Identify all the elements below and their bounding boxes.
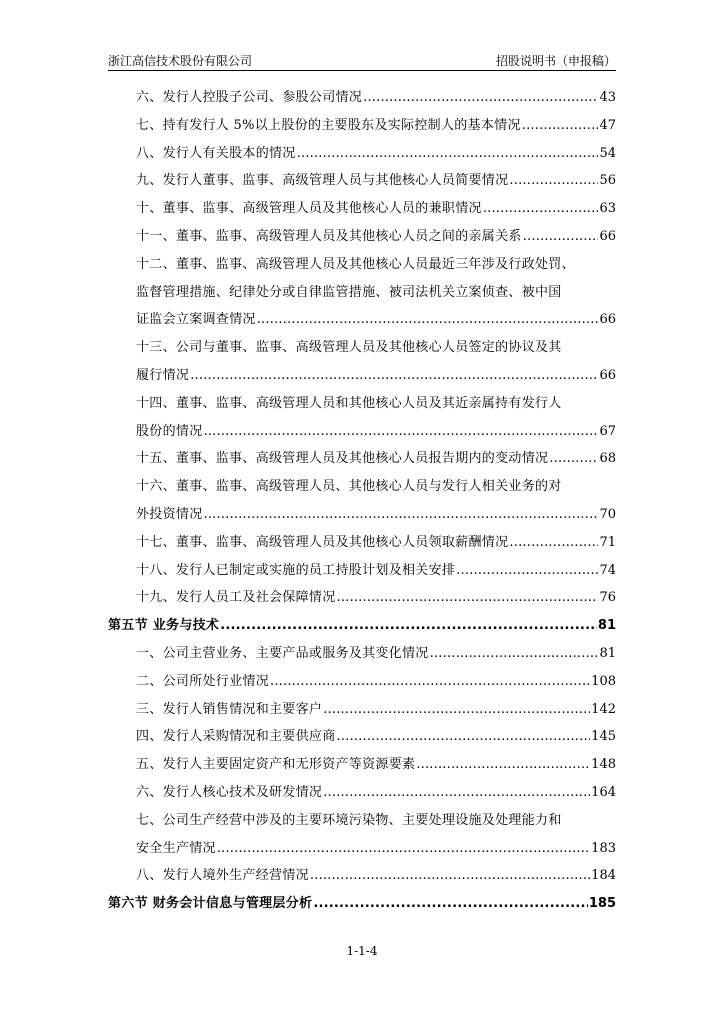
toc-entry-text: 十八、发行人已制定或实施的员工持股计划及相关安排 [136, 562, 456, 578]
dot-leader [270, 668, 590, 696]
toc-entry-text: 五、发行人主要固定资产和无形资产等资源要素 [136, 757, 416, 773]
dot-leader [337, 723, 591, 751]
dot-leader [509, 529, 598, 557]
dot-leader [190, 362, 598, 390]
toc-page-number: 184 [591, 868, 616, 884]
toc-entry[interactable] [108, 306, 616, 334]
toc-page-number: 145 [591, 729, 616, 745]
toc-entry[interactable] [108, 584, 616, 612]
toc-entry-text: 十四、董事、监事、高级管理人员和其他核心人员及其近亲属持有发行人 [136, 395, 562, 411]
dot-leader [310, 862, 590, 890]
toc-entry-text: 七、公司生产经营中涉及的主要环境污染物、主要处理设施及处理能力和 [136, 812, 562, 828]
dot-leader [549, 445, 598, 473]
dot-leader [204, 501, 599, 529]
toc-section-heading[interactable] [108, 612, 616, 640]
toc-entry-text: 股份的情况 [136, 423, 203, 439]
toc-page-number: 67 [599, 423, 616, 439]
dot-leader [323, 779, 590, 807]
toc-entry-wrapped-line [108, 390, 616, 418]
toc-entry[interactable] [108, 835, 616, 863]
document-type: 招股说明书（申报稿） [495, 54, 616, 68]
toc-entry-wrapped-line [108, 334, 616, 362]
toc-entry[interactable] [108, 529, 616, 557]
toc-entry-wrapped-line [108, 251, 616, 279]
toc-entry-text: 二、公司所处行业情况 [136, 673, 270, 689]
toc-entry-text: 六、发行人核心技术及研发情况 [136, 784, 323, 800]
toc-entry[interactable] [108, 751, 616, 779]
toc-page-number: 142 [591, 701, 616, 717]
header-rule [108, 70, 616, 71]
table-of-contents [108, 84, 616, 918]
toc-entry-wrapped-line [108, 279, 616, 307]
toc-entry[interactable] [108, 696, 616, 724]
toc-page-number: 63 [599, 201, 616, 217]
toc-entry[interactable] [108, 167, 616, 195]
toc-page-number: 56 [599, 173, 616, 189]
toc-page-number: 108 [591, 673, 616, 689]
toc-entry-text: 六、发行人控股子公司、参股公司情况 [136, 90, 363, 105]
toc-entry-text: 十二、董事、监事、高级管理人员及其他核心人员最近三年涉及行政处罚、 [136, 256, 575, 272]
toc-entry[interactable] [108, 779, 616, 807]
toc-entry[interactable] [108, 84, 616, 112]
toc-entry-text: 四、发行人采购情况和主要供应商 [136, 729, 336, 745]
toc-entry[interactable] [108, 501, 616, 529]
dot-leader [313, 890, 588, 918]
toc-page-number: 71 [599, 534, 616, 550]
toc-entry[interactable] [108, 362, 616, 390]
dot-leader [509, 167, 598, 195]
dot-leader [257, 306, 599, 334]
toc-entry[interactable] [108, 862, 616, 890]
toc-page-number: 66 [599, 312, 616, 328]
toc-entry-text: 十三、公司与董事、监事、高级管理人员及其他核心人员签定的协议及其 [136, 340, 562, 356]
toc-entry[interactable] [108, 640, 616, 668]
toc-page-number: 68 [599, 451, 616, 467]
toc-page-number: 81 [599, 645, 616, 661]
toc-page-number: 76 [599, 590, 616, 606]
toc-entry-wrapped-line [108, 473, 616, 501]
dot-leader [220, 612, 597, 640]
toc-entry-text: 八、发行人境外生产经营情况 [136, 868, 309, 884]
toc-page-number: 47 [599, 117, 616, 133]
toc-entry-text: 安全生产情况 [136, 840, 216, 856]
toc-entry-text: 十一、董事、监事、高级管理人员及其他核心人员之间的亲属关系 [136, 228, 522, 244]
toc-page-number: 66 [599, 228, 616, 244]
toc-page-number: 185 [588, 896, 616, 912]
toc-page-number: 66 [599, 367, 616, 383]
dot-leader [456, 557, 598, 585]
toc-entry[interactable] [108, 445, 616, 473]
toc-entry-text: 十九、发行人员工及社会保障情况 [136, 590, 336, 606]
dot-leader [430, 640, 599, 668]
toc-entry[interactable] [108, 557, 616, 585]
toc-entry-text: 监督管理措施、纪律处分或自律监管措施、被司法机关立案侦查、被中国 [136, 284, 562, 300]
page-header [108, 52, 616, 70]
toc-entry[interactable] [108, 223, 616, 251]
toc-entry-text: 七、持有发行人 5%以上股份的主要股东及实际控制人的基本情况 [136, 117, 521, 133]
toc-entry-text: 外投资情况 [136, 506, 203, 522]
toc-entry-text: 第五节 业务与技术 [108, 618, 220, 634]
toc-entry[interactable] [108, 418, 616, 446]
dot-leader [363, 84, 598, 112]
toc-page-number: 54 [599, 145, 616, 161]
toc-entry-text: 一、公司主营业务、主要产品或服务及其变化情况 [136, 645, 429, 661]
page-number: 1-1-4 [346, 944, 378, 958]
toc-page-number: 148 [591, 757, 616, 773]
toc-entry-text: 证监会立案调查情况 [136, 312, 256, 328]
toc-page-number: 164 [591, 784, 616, 800]
toc-entry-text: 九、发行人董事、监事、高级管理人员与其他核心人员简要情况 [136, 173, 509, 189]
toc-entry[interactable] [108, 112, 616, 140]
toc-page-number: 70 [599, 506, 616, 522]
toc-entry-text: 十六、董事、监事、高级管理人员、其他核心人员与发行人相关业务的对 [136, 479, 562, 495]
dot-leader [416, 751, 590, 779]
toc-page-number: 183 [591, 840, 616, 856]
toc-entry[interactable] [108, 195, 616, 223]
dot-leader [337, 584, 599, 612]
dot-leader [523, 223, 599, 251]
toc-entry-text: 八、发行人有关股本的情况 [136, 145, 296, 161]
toc-page-number: 74 [599, 562, 616, 578]
dot-leader [483, 195, 599, 223]
dot-leader [522, 112, 599, 140]
toc-entry-text: 第六节 财务会计信息与管理层分析 [108, 896, 313, 912]
toc-entry-text: 十五、董事、监事、高级管理人员及其他核心人员报告期内的变动情况 [136, 451, 549, 467]
toc-entry-text: 十、董事、监事、高级管理人员及其他核心人员的兼职情况 [136, 201, 482, 217]
toc-entry-wrapped-line [108, 807, 616, 835]
dot-leader [297, 140, 599, 168]
dot-leader [323, 696, 590, 724]
toc-page-number: 81 [597, 618, 616, 634]
toc-entry[interactable] [108, 668, 616, 696]
toc-entry-text: 十七、董事、监事、高级管理人员及其他核心人员领取薪酬情况 [136, 534, 509, 550]
toc-section-heading[interactable] [108, 890, 616, 918]
toc-entry-text: 三、发行人销售情况和主要客户 [136, 701, 323, 717]
toc-entry-text: 履行情况 [136, 367, 190, 383]
toc-page-number: 43 [599, 90, 616, 105]
dot-leader [217, 835, 590, 863]
dot-leader [204, 418, 599, 446]
toc-entry[interactable] [108, 140, 616, 168]
toc-entry[interactable] [108, 723, 616, 751]
company-name: 浙江高信技术股份有限公司 [108, 54, 253, 68]
